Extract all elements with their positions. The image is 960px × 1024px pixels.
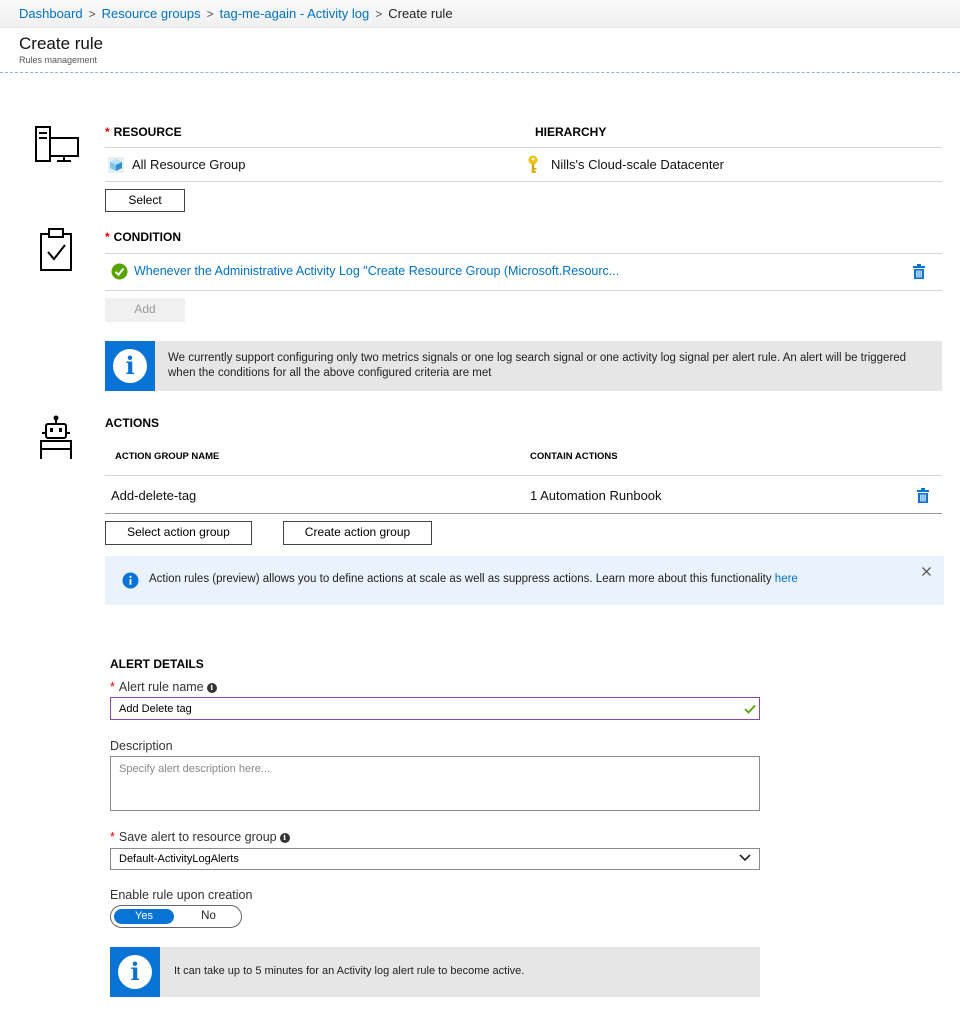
required-marker: * — [105, 230, 110, 244]
breadcrumb-resource-groups[interactable]: Resource groups — [101, 6, 201, 21]
info-dot-icon: i — [280, 833, 290, 843]
activation-info-text: It can take up to 5 minutes for an Activity log alert rule to become active. — [174, 965, 525, 977]
close-icon[interactable] — [921, 566, 932, 580]
hierarchy-value: Nills's Cloud-scale Datacenter — [551, 157, 724, 172]
required-marker: * — [105, 125, 110, 139]
page-subtitle: Rules management — [19, 55, 98, 65]
divider — [105, 290, 942, 291]
alert-rule-name-label: * Alert rule name i — [110, 680, 217, 694]
server-monitor-icon — [33, 124, 81, 167]
breadcrumb-separator: > — [375, 7, 383, 21]
create-action-group-button[interactable]: Create action group — [283, 521, 432, 545]
actions-header: ACTIONS — [105, 416, 159, 430]
page-title: Create rule — [19, 34, 104, 53]
action-rules-info-text: Action rules (preview) allows you to define actions at scale as well as suppress actions. Learn more about this functionality here — [149, 573, 798, 585]
action-group-contains: 1 Automation Runbook — [530, 488, 662, 503]
toggle-yes-option[interactable]: Yes — [114, 909, 174, 924]
divider — [105, 253, 942, 254]
key-icon — [527, 155, 539, 178]
condition-info-text: We currently support configuring only two metrics signals or one log search signal or one activity log signal per alert rule. An alert will be triggered when the conditions for all the above configured criteria are met — [168, 352, 907, 379]
resource-group-cube-icon — [107, 156, 125, 177]
resource-header: * RESOURCE — [105, 125, 182, 139]
required-marker: * — [110, 830, 115, 844]
breadcrumb-separator: > — [206, 7, 214, 21]
info-icon-panel — [105, 341, 155, 391]
column-header-action-group-name: ACTION GROUP NAME — [115, 451, 220, 462]
enable-rule-label: Enable rule upon creation — [110, 888, 253, 902]
delete-action-trash-icon[interactable] — [916, 488, 930, 507]
select-action-group-button[interactable]: Select action group — [105, 521, 252, 545]
breadcrumb-current: Create rule — [388, 6, 453, 21]
divider — [105, 181, 942, 182]
required-marker: * — [110, 680, 115, 694]
resource-group-value: Default-ActivityLogAlerts — [119, 853, 239, 865]
description-label: Description — [110, 739, 173, 753]
alert-details-header: ALERT DETAILS — [110, 657, 204, 671]
breadcrumb-dashboard[interactable]: Dashboard — [19, 6, 83, 21]
learn-more-link[interactable]: here — [774, 573, 798, 585]
divider — [105, 513, 942, 514]
hierarchy-header: HIERARCHY — [535, 125, 607, 139]
enable-rule-toggle[interactable] — [110, 905, 242, 928]
description-textarea[interactable] — [110, 756, 760, 811]
description-placeholder: Specify alert description here... — [119, 763, 271, 775]
clipboard-check-icon — [38, 227, 76, 276]
add-condition-button[interactable]: Add — [105, 298, 185, 322]
valid-checkmark-icon — [744, 703, 756, 717]
condition-link[interactable]: Whenever the Administrative Activity Log "Create Resource Group (Microsoft.Resourc... — [134, 264, 620, 278]
resource-group-label: * Save alert to resource group i — [110, 830, 290, 844]
title-divider — [0, 72, 960, 73]
divider — [105, 147, 942, 148]
toggle-no-option[interactable]: No — [201, 910, 216, 922]
condition-header: * CONDITION — [105, 230, 182, 244]
chevron-down-icon — [739, 853, 751, 865]
column-header-contain-actions: CONTAIN ACTIONS — [530, 451, 618, 462]
select-resource-button[interactable]: Select — [105, 189, 185, 212]
info-dot-icon: i — [207, 683, 217, 693]
check-circle-icon — [111, 263, 128, 283]
alert-rule-name-input[interactable] — [110, 697, 760, 720]
robot-icon — [37, 415, 75, 464]
info-icon-panel — [110, 947, 160, 997]
info-icon: i — [113, 349, 147, 383]
info-icon: i — [118, 955, 152, 989]
info-circle-icon — [122, 572, 139, 592]
breadcrumb-activity-log[interactable]: tag-me-again - Activity log — [219, 6, 370, 21]
action-group-name: Add-delete-tag — [111, 488, 197, 503]
resource-group-select[interactable] — [110, 848, 760, 870]
delete-condition-trash-icon[interactable] — [912, 264, 926, 283]
breadcrumb-separator: > — [88, 7, 96, 21]
resource-value: All Resource Group — [132, 157, 246, 172]
alert-rule-name-value: Add Delete tag — [119, 702, 192, 715]
table-row[interactable] — [105, 476, 942, 513]
breadcrumb — [19, 6, 453, 21]
